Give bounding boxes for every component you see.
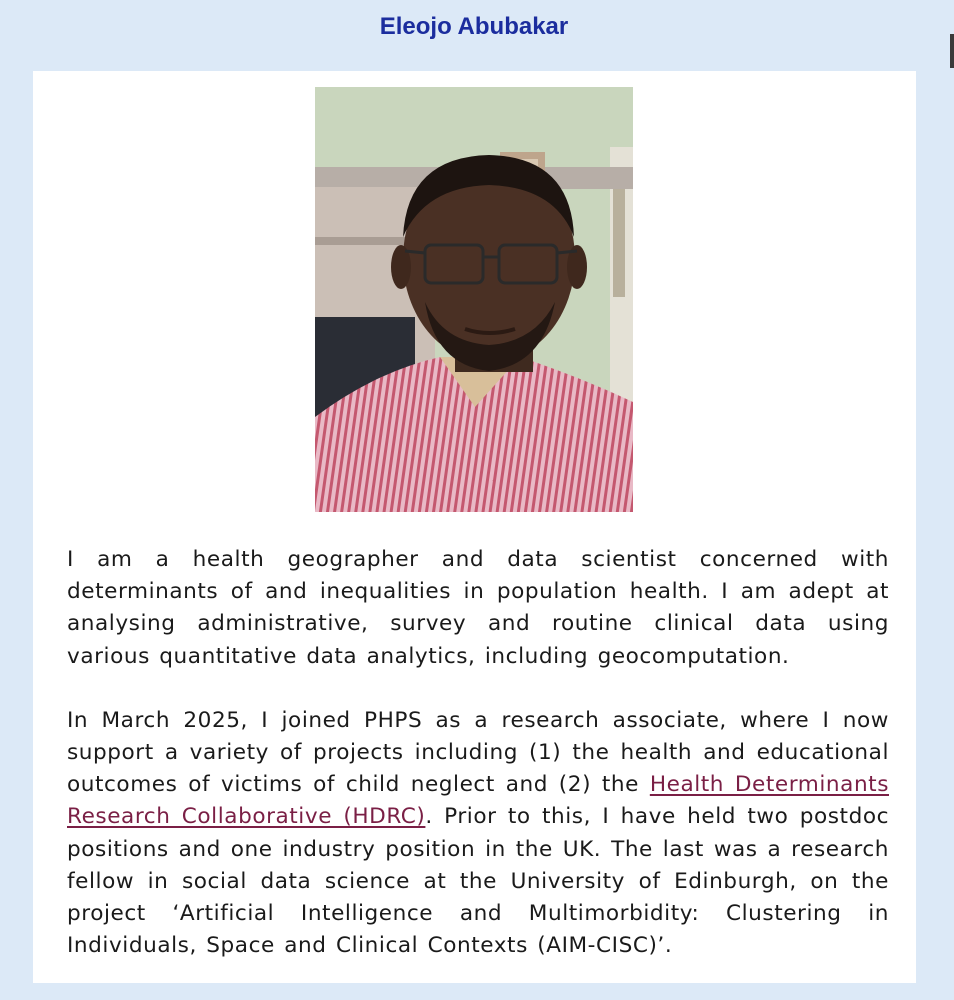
- profile-name: Eleojo Abubakar: [379, 13, 569, 40]
- bio-text: [67, 544, 889, 994]
- bio-paragraph-1: I am a health geographer and data scientist concerned with determinants of and inequalities in population health. I am adept at analysing administrative, survey and routine clinical data using various quantitative data analytics, including geocomputation.: [67, 547, 889, 669]
- bio-paragraph-2-intro: In March 2025, I joined PHPS as a research associate, where I now support a variety of projects including (1) the health and educational outcomes of victims of child neglect and (2) the: [67, 707, 889, 798]
- bio-paragraph-2: [67, 705, 889, 963]
- scrollbar-thumb[interactable]: [950, 34, 954, 68]
- profile-card: [33, 71, 916, 983]
- profile-photo: [315, 87, 633, 512]
- bio-paragraph-2-rest: . Prior to this, I have held two postdoc positions and one industry position in the UK. The last was a research fellow in social data science at the University of Edinburgh, on the project ‘Artificial Intelligence and Multimorbidity: Clustering in Individuals, Space and Clinical Contexts (AIM-CISC)’.: [67, 804, 890, 959]
- hdrc-link[interactable]: Health Determinants Research Collaborative (HDRC): [67, 772, 889, 830]
